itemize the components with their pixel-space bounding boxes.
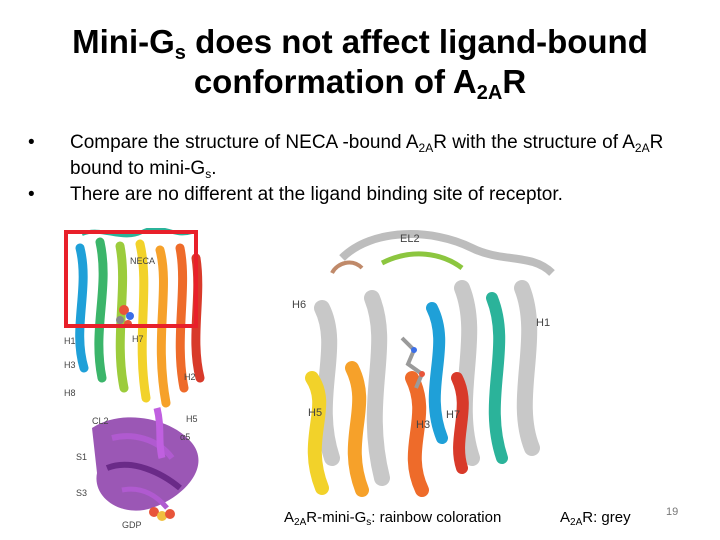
bullet-marker: • [28, 184, 35, 205]
title-line-2: conformation of $A_{2A}R$ [193, 63, 527, 104]
label-el2: EL2 [400, 233, 420, 245]
label-s3: S3 [76, 488, 88, 498]
label-gdp: GDP [122, 520, 142, 530]
label-alpha5: α5 [180, 432, 191, 442]
caption-grey: $A_{2A}R$: grey [560, 509, 631, 528]
label-h8: H8 [64, 388, 76, 398]
label-h7: H7 [132, 334, 144, 344]
label-h6: H6 [292, 299, 307, 311]
slide-title [0, 22, 720, 102]
bullet-item-1: • Compare the structure of NECA -bound $A_{2A}R$ with the structure of $A_{2A}R$ bound to mini-$G_s$. [28, 132, 664, 181]
label-neca: NECA [130, 256, 156, 266]
label-h3: H3 [416, 419, 431, 431]
slide-number: 19 [666, 506, 679, 518]
label-h5: H5 [308, 407, 323, 419]
loop-el2 [332, 234, 552, 273]
label-h1: H1 [536, 317, 551, 329]
label-h2: H2 [184, 372, 196, 382]
label-s1: S1 [76, 452, 88, 462]
bullet-item-2: • There are no different at the ligand binding site of receptor. [28, 182, 698, 208]
bullet-list [28, 130, 698, 208]
label-h1: H1 [64, 336, 76, 346]
title-line-1: Mini-$G_s$ does not affect ligand-bound [72, 23, 648, 64]
receptor-overlay-figure [282, 228, 582, 498]
ligand-site-highlight-box [64, 230, 198, 328]
bullet-marker: • [28, 132, 35, 153]
caption-rainbow: $A_{2A}R-\min i-G_s$: rainbow coloration [284, 509, 502, 528]
label-h3: H3 [64, 360, 76, 370]
label-h7: H7 [446, 409, 461, 421]
label-cl2: CL2 [92, 416, 109, 426]
gdp-ligand [149, 507, 175, 521]
label-h5: H5 [186, 414, 198, 424]
